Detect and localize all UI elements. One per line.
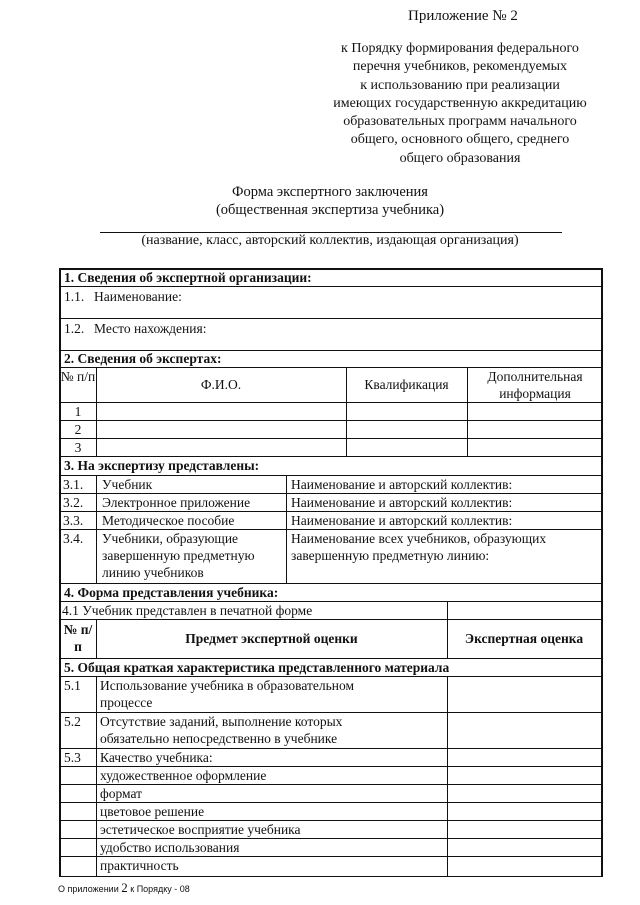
annex-subtitle-line: образовательных программ начального <box>343 114 577 130</box>
experts-extra-header: Дополнительная информация <box>487 369 583 401</box>
criterion-label: Отсутствие заданий, выполнение которых обязательно непосредственно в учебнике <box>100 714 343 746</box>
evaluation-num-header: № п/п <box>63 622 93 654</box>
row-divider <box>59 286 603 287</box>
footer-suffix: к Порядку - 08 <box>130 884 190 894</box>
material-num: 3.1. <box>63 477 84 492</box>
criterion-label: Использование учебника в образовательном процессе <box>100 678 355 710</box>
material-field: Наименование всех учебников, образующих завершенную предметную линию: <box>291 531 547 563</box>
evaluation-subject-header: Предмет экспертной оценки <box>185 631 358 646</box>
annex-subtitle-line: имеющих государственную аккредитацию <box>333 95 587 111</box>
quality-subitem: формат <box>100 786 143 801</box>
material-num: 3.3. <box>63 513 84 528</box>
row-divider <box>59 438 603 439</box>
criterion-label: Качество учебника: <box>100 750 213 765</box>
section3-title: 3. На экспертизу представлены: <box>64 458 260 473</box>
material-label: Методическое пособие <box>102 513 235 528</box>
col-divider <box>96 475 97 583</box>
col-divider <box>447 676 448 876</box>
annex-subtitle-line: к Порядку формирования федерального <box>341 41 579 56</box>
footer-prefix: О приложении <box>58 884 119 894</box>
form-title-text: Форма экспертного заключения <box>232 184 428 200</box>
criterion-num: 5.2 <box>64 714 81 729</box>
material-field: Наименование и авторский коллектив: <box>291 513 513 528</box>
material-label: Электронное приложение <box>102 495 251 510</box>
org-name-label: Наименование: <box>94 289 182 304</box>
criterion-num: 5.1 <box>64 678 81 693</box>
material-label: Учебники, образующие завершенную предметную линию учебников <box>102 531 255 580</box>
experts-qualification-header: Квалификация <box>364 377 449 392</box>
textbook-name-caption: (название, класс, авторский коллектив, издающая организация) <box>141 233 519 248</box>
annex-subtitle-line: к использованию при реализации <box>360 77 560 93</box>
row-divider <box>59 619 603 620</box>
section2-title: 2. Сведения об экспертах: <box>64 351 222 366</box>
print-form-row: 4.1 Учебник представлен в печатной форме <box>62 603 313 618</box>
row-divider <box>59 402 603 403</box>
quality-subitem: удобство использования <box>100 840 240 855</box>
material-num: 3.4. <box>63 531 84 546</box>
expert-row-num: 3 <box>74 440 82 455</box>
expert-row-num: 2 <box>74 422 82 437</box>
annex-subtitle <box>300 40 620 168</box>
experts-name-header: Ф.И.О. <box>200 377 242 392</box>
material-label: Учебник <box>102 477 153 492</box>
row-divider <box>59 876 603 877</box>
form-title <box>120 183 540 219</box>
quality-subitem: цветовое решение <box>100 804 205 819</box>
evaluation-score-header: Экспертная оценка <box>464 631 584 646</box>
footer-number: 2 <box>121 880 128 895</box>
criterion-num: 5.3 <box>64 750 81 765</box>
org-location-label: Место нахождения: <box>94 321 207 336</box>
row-divider <box>59 420 603 421</box>
material-num: 3.2. <box>63 495 84 510</box>
row-divider <box>59 318 603 319</box>
quality-subitem: эстетическое восприятие учебника <box>100 822 301 837</box>
org-name-num: 1.1. <box>64 289 85 304</box>
table-border-left <box>59 268 61 877</box>
col-divider <box>286 475 287 583</box>
section5-title: 5. Общая краткая характеристика представленного материала <box>64 660 450 675</box>
col-divider <box>96 676 97 876</box>
quality-subitem: художественное оформление <box>100 768 267 783</box>
org-location-num: 1.2. <box>64 321 85 336</box>
annex-title: Приложение № 2 <box>408 8 518 24</box>
material-field: Наименование и авторский коллектив: <box>291 495 513 510</box>
annex-subtitle-line: перечня учебников, рекомендуемых <box>352 59 568 75</box>
form-subtitle: (общественная экспертиза учебника) <box>215 202 445 218</box>
annex-subtitle-line: общего образования <box>399 150 521 166</box>
section1-title: 1. Сведения об экспертной организации: <box>64 270 312 285</box>
page-footer <box>58 880 190 896</box>
material-field: Наименование и авторский коллектив: <box>291 477 513 492</box>
section4-title: 4. Форма представления учебника: <box>64 585 279 600</box>
quality-subitem: практичность <box>100 858 179 873</box>
expert-row-num: 1 <box>74 404 82 419</box>
experts-num-header: № п/п <box>60 369 96 384</box>
col-divider <box>467 367 468 456</box>
annex-subtitle-line: общего, основного общего, среднего <box>350 132 570 148</box>
table-border-right <box>601 268 603 877</box>
